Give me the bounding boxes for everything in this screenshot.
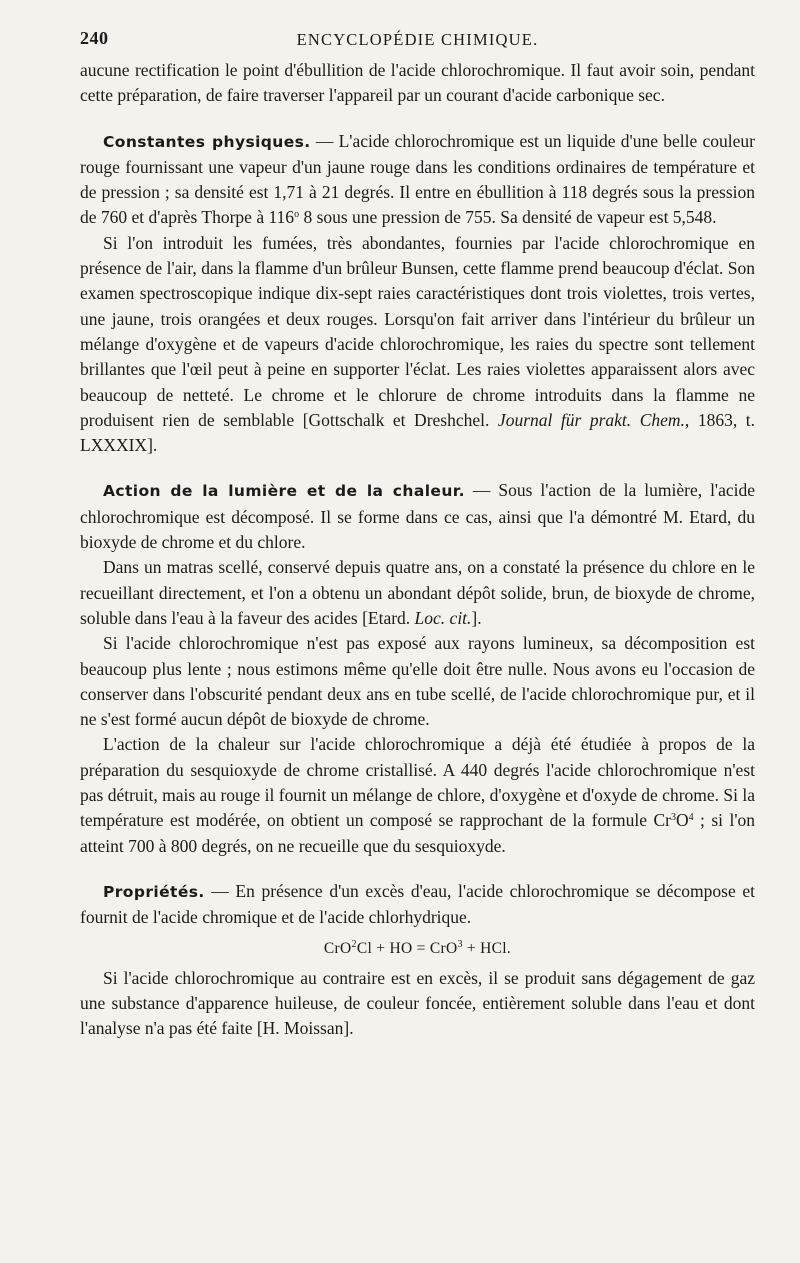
paragraph-exces: Si l'acide chlorochromique au contraire est en excès, il se produit sans dégagement de gaz une substance d'apparence huileuse, de couleur foncée, entièrement soluble dans l'eau et dont l'analyse n'a pas été faite [H. Moissan]. — [80, 967, 755, 1039]
section-heading-constantes: Constantes physiques. — [103, 132, 311, 151]
degree-sign: o — [294, 209, 300, 221]
paragraph-action-lumiere: Action de la lumière et de la chaleur. — Sous l'action de la lumière, l'acide chlorochromique est décomposé. Il se forme dans ce cas, ainsi que l'a démontré M. Etard, du bioxyde de chrome et du chlore. — [80, 480, 755, 553]
page-header — [80, 28, 755, 56]
running-title: ENCYCLOPÉDIE CHIMIQUE. — [296, 30, 539, 49]
paragraph-spectre: Si l'on introduit les fumées, très abondantes, fournies par l'acide chlorochromique en présence de l'air, dans la flamme d'un brûleur Bunsen, cette flamme prend beaucoup d'éclat. Son examen spectroscopique indique dix-sept raies caractéristiques dont trois violettes, trois vertes, une jaune, trois orangées et deux rouges. Lorsqu'on fait arriver dans l'intérieur du brûleur un mélange d'oxygène et de vapeurs d'acide chlorochromique, les raies du spectre sont tellement brillantes que l'œil peut à peine en supporter l'éclat. Les raies violettes apparaissent alors avec beaucoup de netteté. Le chrome et le chlorure de chrome introduits dans la flamme ne produisent rien de semblable [Gottschalk et Dreshchel. Journal für prakt. Chem., 1863, t. LXXXIX]. — [80, 232, 755, 456]
paragraph-constantes-physiques: Constantes physiques. — L'acide chlorochromique est un liquide d'une belle couleur rouge fournissant une vapeur d'un jaune rouge dans les conditions ordinaires de température et de pression ; sa densité est 1,71 à 21 degrés. Il entre en ébullition à 118 degrés sous la pression de 760 et d'après Thorpe à 116$^o$ 8 sous une pression de 755. Sa densité de vapeur est 5,548. — [80, 130, 755, 228]
paragraph-continuation: aucune rectification le point d'ébullition de l'acide chlorochromique. Il faut avoir soin, pendant cette préparation, de faire traverser l'appareil par un courant d'acide carbonique sec. — [80, 60, 755, 106]
paragraph-obscurite: Si l'acide chlorochromique n'est pas exposé aux rayons lumineux, sa décomposition est beaucoup plus lente ; nous estimons même qu'elle doit être nulle. Nous avons eu l'occasion de conserver dans l'obscurité pendant deux ans en tube scellé, de l'acide chlorochromique pur, et il ne s'est formé aucun dépôt de bioxyde de chrome. — [80, 633, 755, 730]
chemical-equation: CrO$^2$Cl + HO = CrO$^3$ + HCl. — [323, 938, 512, 957]
section-heading-action: Action de la lumière et de la chaleur. — [103, 482, 465, 501]
paragraph-proprietes: Propriétés. — En présence d'un excès d'eau, l'acide chlorochromique se décompose et fournit de l'acide chromique et de l'acide chlorhydrique. — [80, 880, 755, 928]
page-number: 240 — [80, 28, 109, 48]
body-text — [80, 58, 755, 1042]
citation-loc-cit: Loc. cit. — [414, 607, 472, 628]
journal-title: Journal für prakt. Chem. — [497, 409, 685, 430]
paragraph-action-chaleur: L'action de la chaleur sur l'acide chlorochromique a déjà été étudiée à propos de la préparation du sesquioxyde de chrome cristallisé. A 440 degrés l'acide chlorochromique n'est pas détruit, mais au rouge il fournit un mélange de chlore, d'oxygène et d'oxyde de chrome. Si la température est modérée, on obtient un composé se rapprochant de la formule $Cr^3O^4$ ; si l'on atteint 700 à 800 degrés, on ne recueille que du sesquioxyde. — [80, 734, 755, 856]
section-heading-proprietes: Propriétés. — [103, 882, 205, 901]
paragraph-matras-scelle: Dans un matras scellé, conservé depuis quatre ans, on a constaté la présence du chlore en le recueillant directement, et l'on a obtenu un abondant dépôt solide, brun, de bioxyde de chrome, soluble dans l'eau à la faveur des acides [Etard. Loc. cit.]. — [80, 557, 755, 628]
